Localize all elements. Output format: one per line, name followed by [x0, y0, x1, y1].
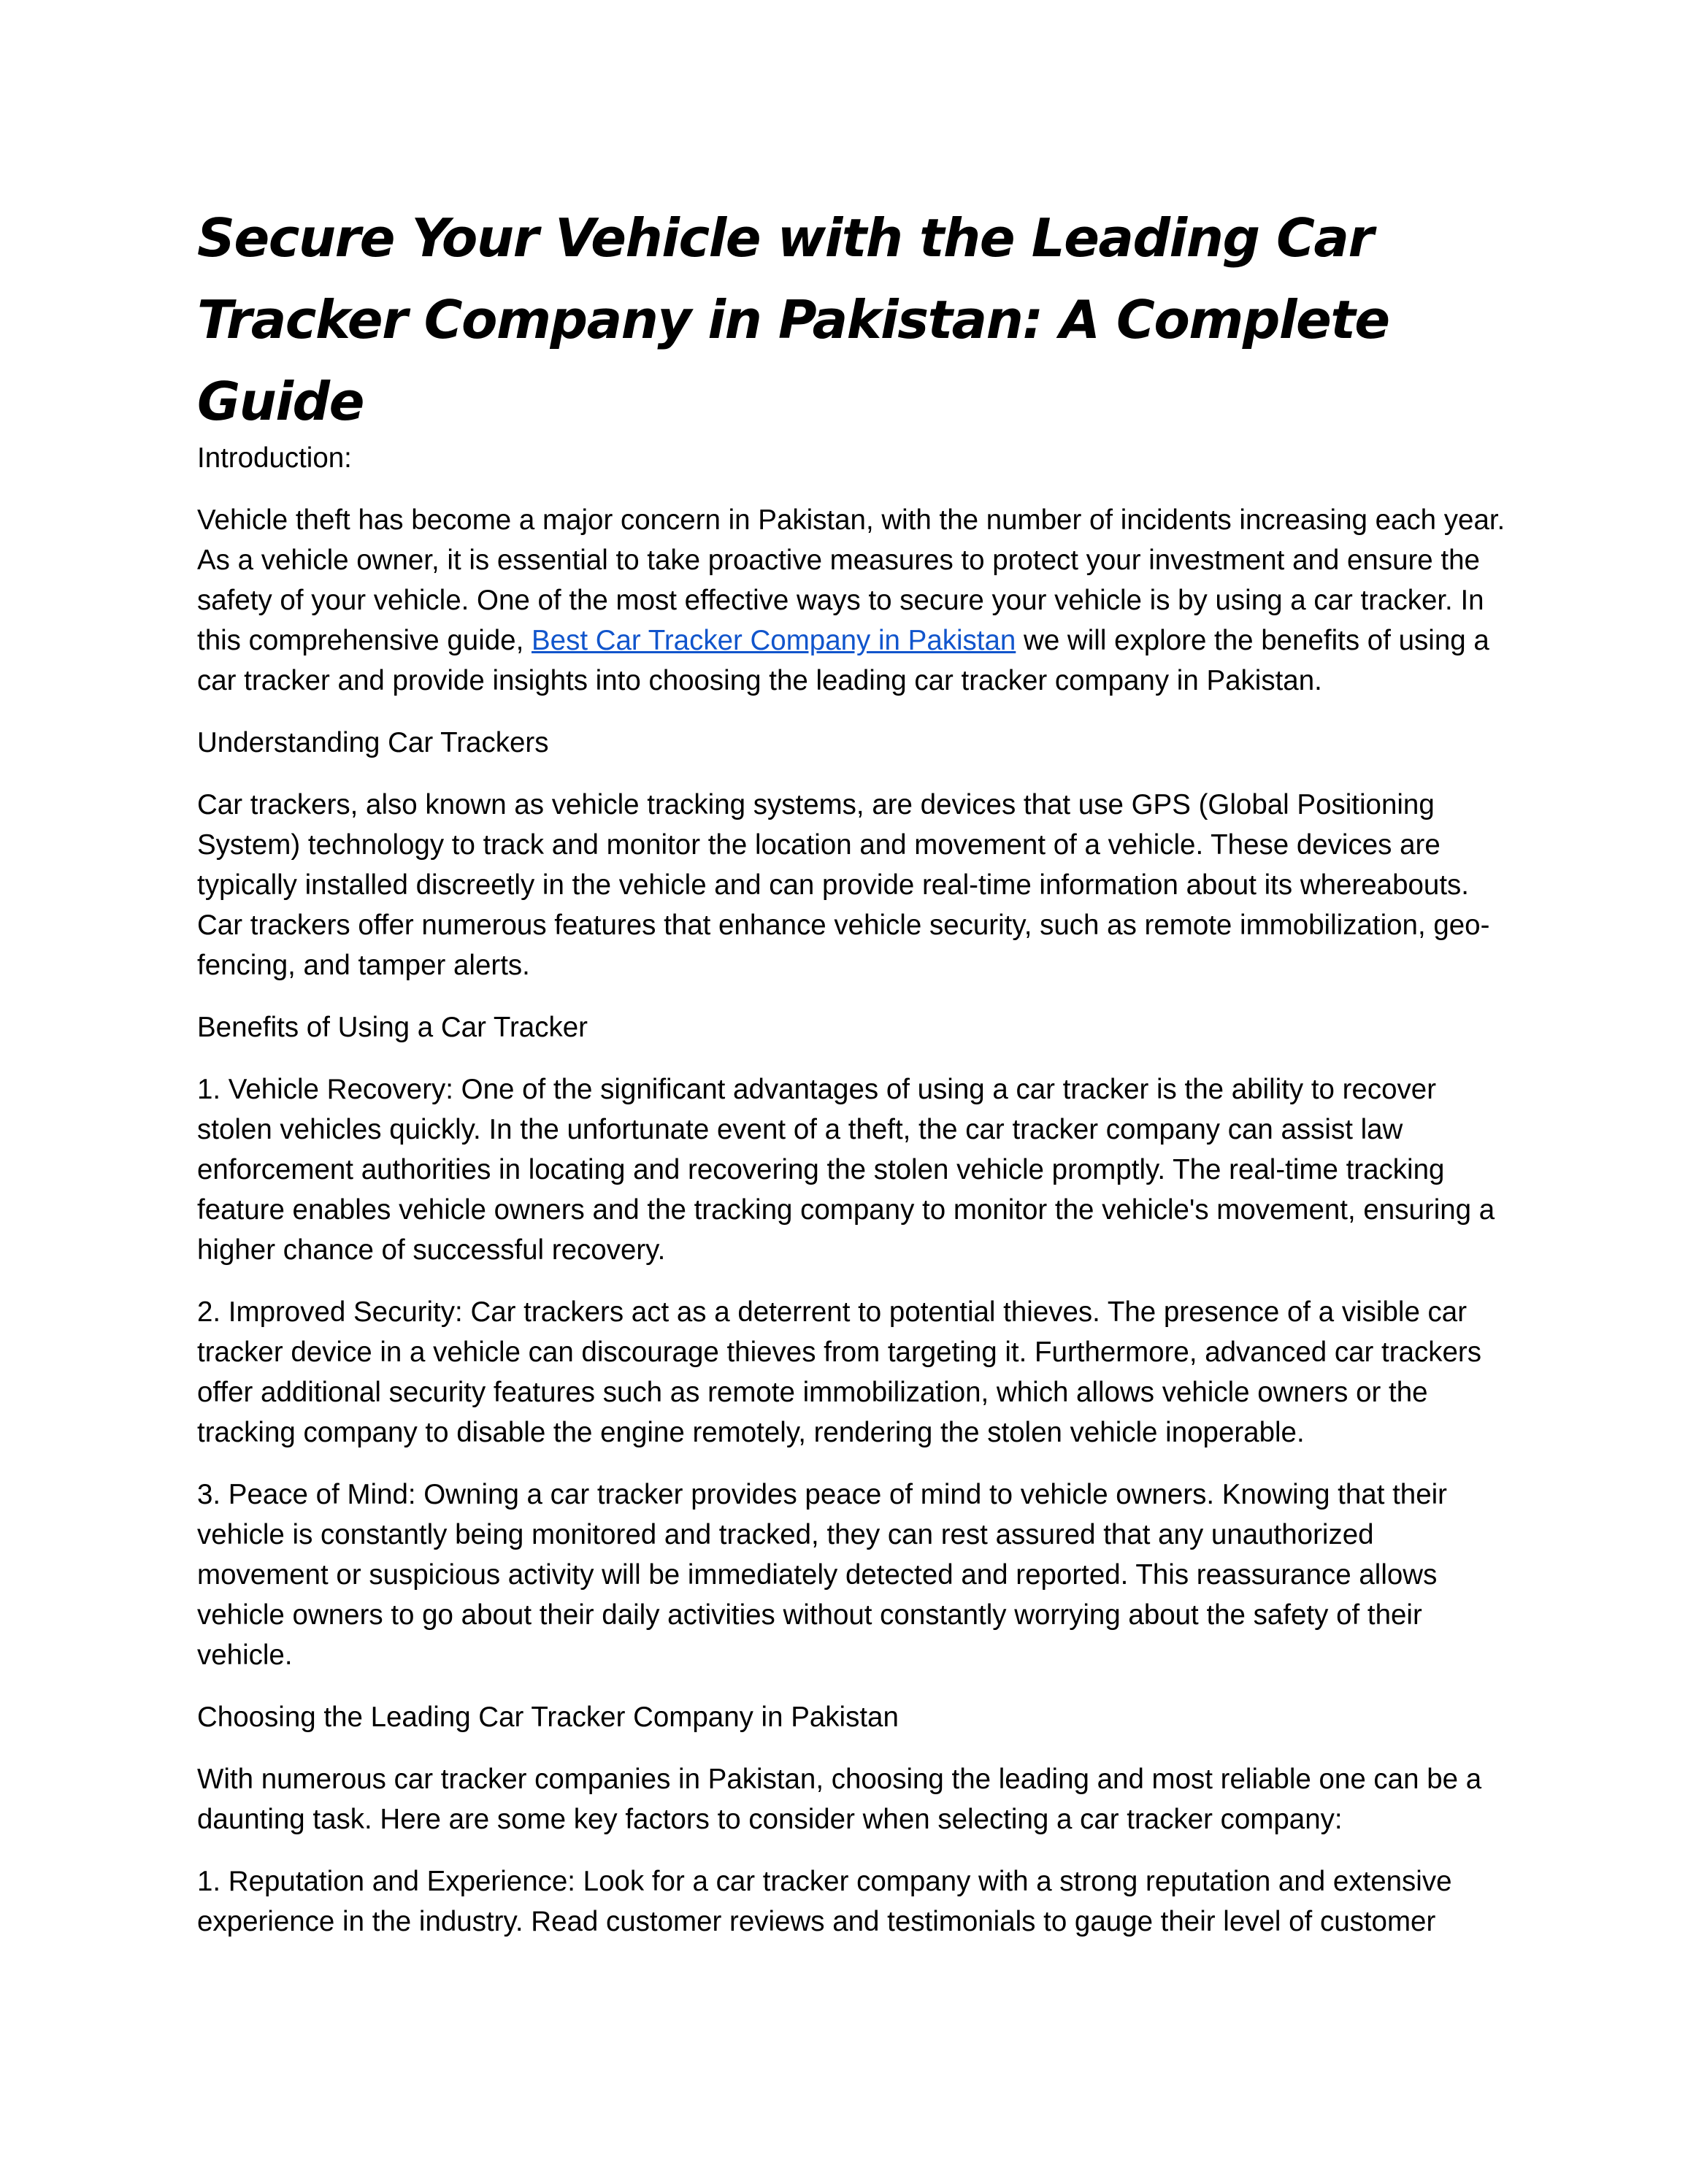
benefit-improved-security: 2. Improved Security: Car trackers act as a deterrent to potential thieves. The presence of a visible car tracker device in a vehicle can discourage thieves from targeting it. Furthermore, advanced car trackers offer additional security features such as remote immobilization, which allows vehicle owners or the tracking company to disable the engine remotely, rendering the stolen vehicle inoperable. [197, 1296, 1481, 1448]
benefit-peace-of-mind: 3. Peace of Mind: Owning a car tracker provides peace of mind to vehicle owners. Knowing that their vehicle is constantly being monitored and tracked, they can rest assured that any unauthorized movement or suspicious activity will be immediately detected and reported. This reassurance allows vehicle owners to go about their daily activities without constantly worrying about the safety of their vehicle. [197, 1479, 1447, 1671]
best-car-tracker-link[interactable]: Best Car Tracker Company in Pakistan [531, 625, 1016, 656]
understanding-paragraph: Car trackers, also known as vehicle tracking systems, are devices that use GPS (Global Positioning System) technology to track and monitor the location and movement of a vehicle. These devices are typically installed discreetly in the vehicle and can provide real-time information about its whereabouts. Car trackers offer numerous features that enhance vehicle security, such as remote immobilization, geo-fencing, and tamper alerts. [197, 789, 1490, 981]
intro-text-after-link: we will explore the benefits of using a car tracker and provide insights into choosing the leading car tracker company in Pakistan. [197, 625, 1489, 696]
document-title: Secure Your Vehicle with the Leading Car Tracker Company in Pakistan: A Complete Guide [197, 207, 1389, 432]
document-body [197, 438, 1511, 1964]
understanding-heading: Understanding Car Trackers [197, 727, 549, 758]
intro-paragraph [197, 500, 1511, 701]
factor-reputation-experience: 1. Reputation and Experience: Look for a car tracker company with a strong reputation and extensive experience in the industry. Read customer reviews and testimonials to gauge their level of customer [197, 1866, 1452, 1937]
introduction-heading: Introduction: [197, 442, 352, 474]
benefit-vehicle-recovery: 1. Vehicle Recovery: One of the significant advantages of using a car tracker is the ability to recover stolen vehicles quickly. In the unfortunate event of a theft, the car tracker company can assist law enforcement authorities in locating and recovering the stolen vehicle promptly. The real-time tracking feature enables vehicle owners and the tracking company to monitor the vehicle's movement, ensuring a higher chance of successful recovery. [197, 1074, 1495, 1266]
choosing-heading: Choosing the Leading Car Tracker Company in Pakistan [197, 1702, 899, 1733]
document-page [197, 197, 1505, 1937]
intro-text-before-link: Vehicle theft has become a major concern in Pakistan, with the number of incidents increasing each year. As a vehicle owner, it is essential to take proactive measures to protect your investment and ensure the safety of your vehicle. One of the most effective ways to secure your vehicle is by using a car tracker. In this comprehensive guide, [197, 504, 1505, 656]
benefits-heading: Benefits of Using a Car Tracker [197, 1012, 588, 1043]
choosing-paragraph: With numerous car tracker companies in Pakistan, choosing the leading and most reliable one can be a daunting task. Here are some key factors to consider when selecting a car tracker company: [197, 1764, 1482, 1835]
